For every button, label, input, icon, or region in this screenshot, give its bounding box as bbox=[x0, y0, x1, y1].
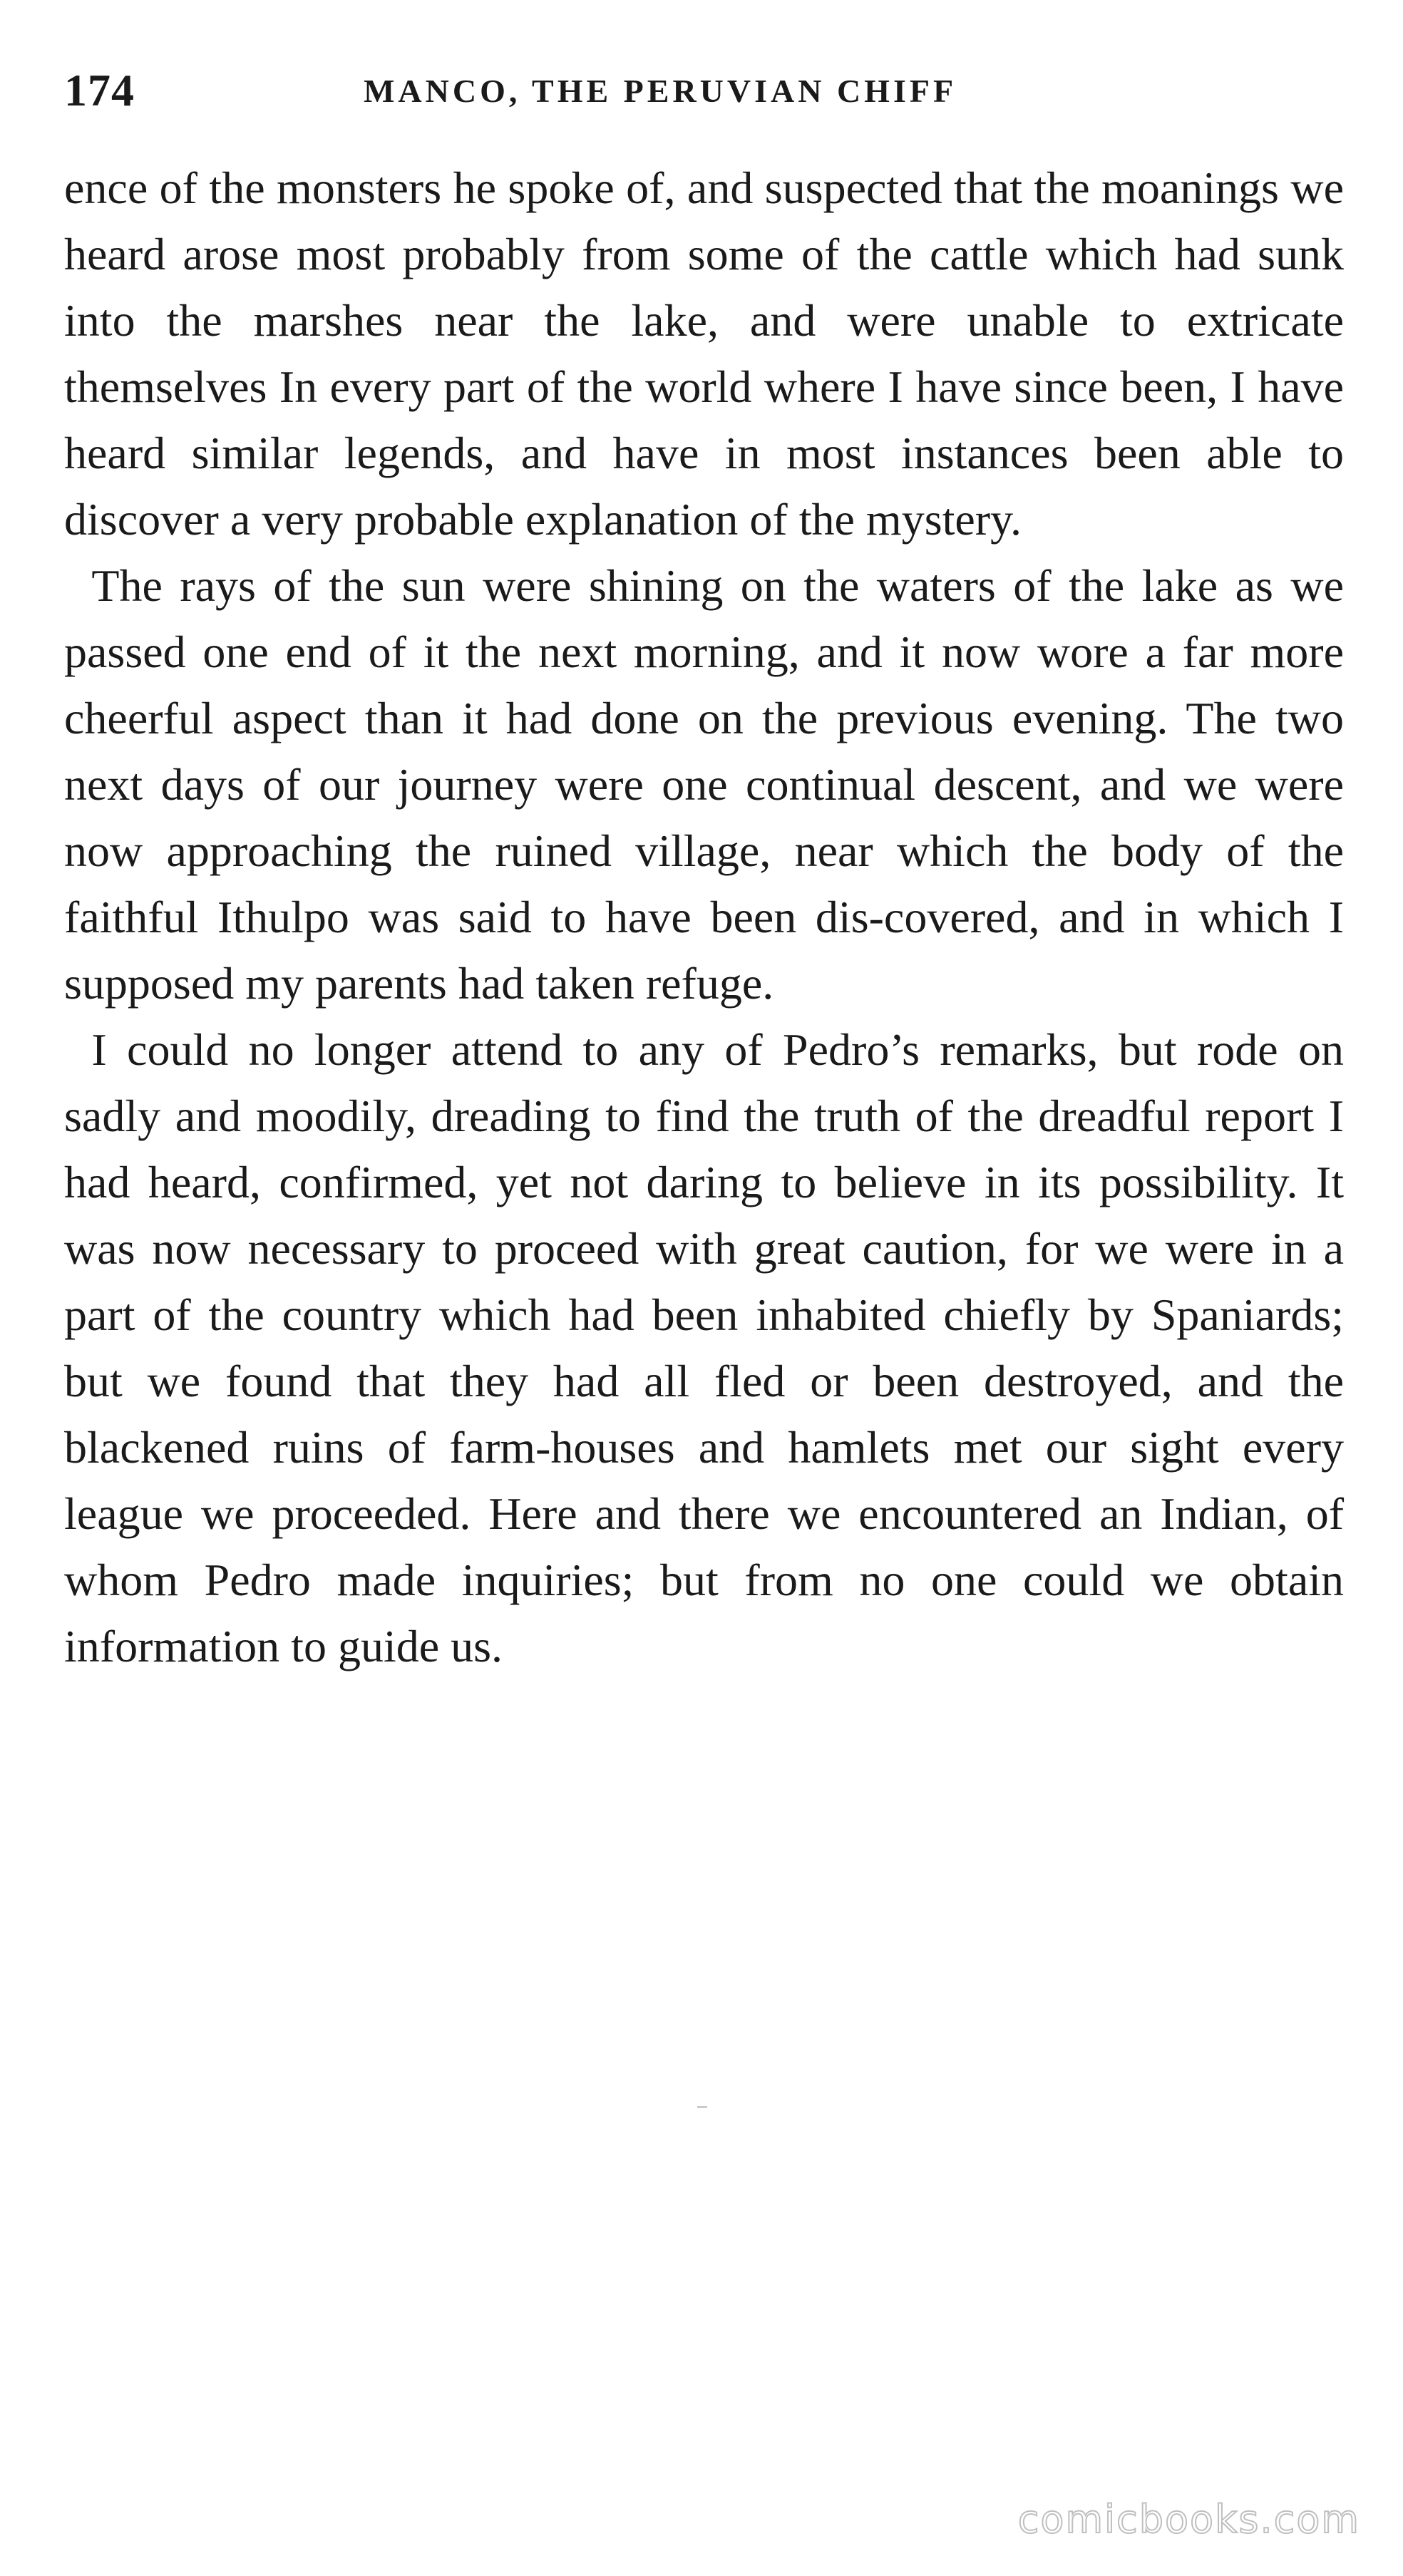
watermark: comicbooks.com bbox=[1017, 2497, 1360, 2542]
book-page bbox=[64, 65, 1344, 1679]
paragraph-2: The rays of the sun were shining on the waters of the lake as we passed one end of it the next morning, and it now wore a far more cheerful aspect than it had done on the previous evening. The two next days of our journey were one continual descent, and we were now approaching the ruined village, near which the body of the faithful Ithulpo was said to have been dis-covered, and in which I supposed my parents had taken refuge. bbox=[64, 560, 1344, 1009]
footer-divider bbox=[697, 2106, 707, 2108]
running-title: MANCO, THE PERUVIAN CHIFF bbox=[364, 73, 957, 109]
page-header bbox=[64, 65, 1344, 125]
body-text bbox=[64, 155, 1344, 1679]
paragraph-3: I could no longer attend to any of Pedro’s remarks, but rode on sadly and moodily, dreading to find the truth of the dreadful report I had heard, confirmed, yet not daring to believe in its possibility. It was now necessary to proceed with great caution, for we were in a part of the country which had been inhabited chiefly by Spaniards; but we found that they had all fled or been destroyed, and the blackened ruins of farm-houses and hamlets met our sight every league we proceeded. Here and there we encountered an Indian, of whom Pedro made inquiries; but from no one could we obtain information to guide us. bbox=[64, 1024, 1344, 1671]
page-number: 174 bbox=[64, 65, 135, 115]
paragraph-1: ence of the monsters he spoke of, and suspected that the moanings we heard arose most probably from some of the cattle which had sunk into the marshes near the lake, and were unable to extricate themselves In every part of the world where I have since been, I have heard similar legends, and have in most instances been able to discover a very probable explanation of the mystery. bbox=[64, 163, 1344, 545]
